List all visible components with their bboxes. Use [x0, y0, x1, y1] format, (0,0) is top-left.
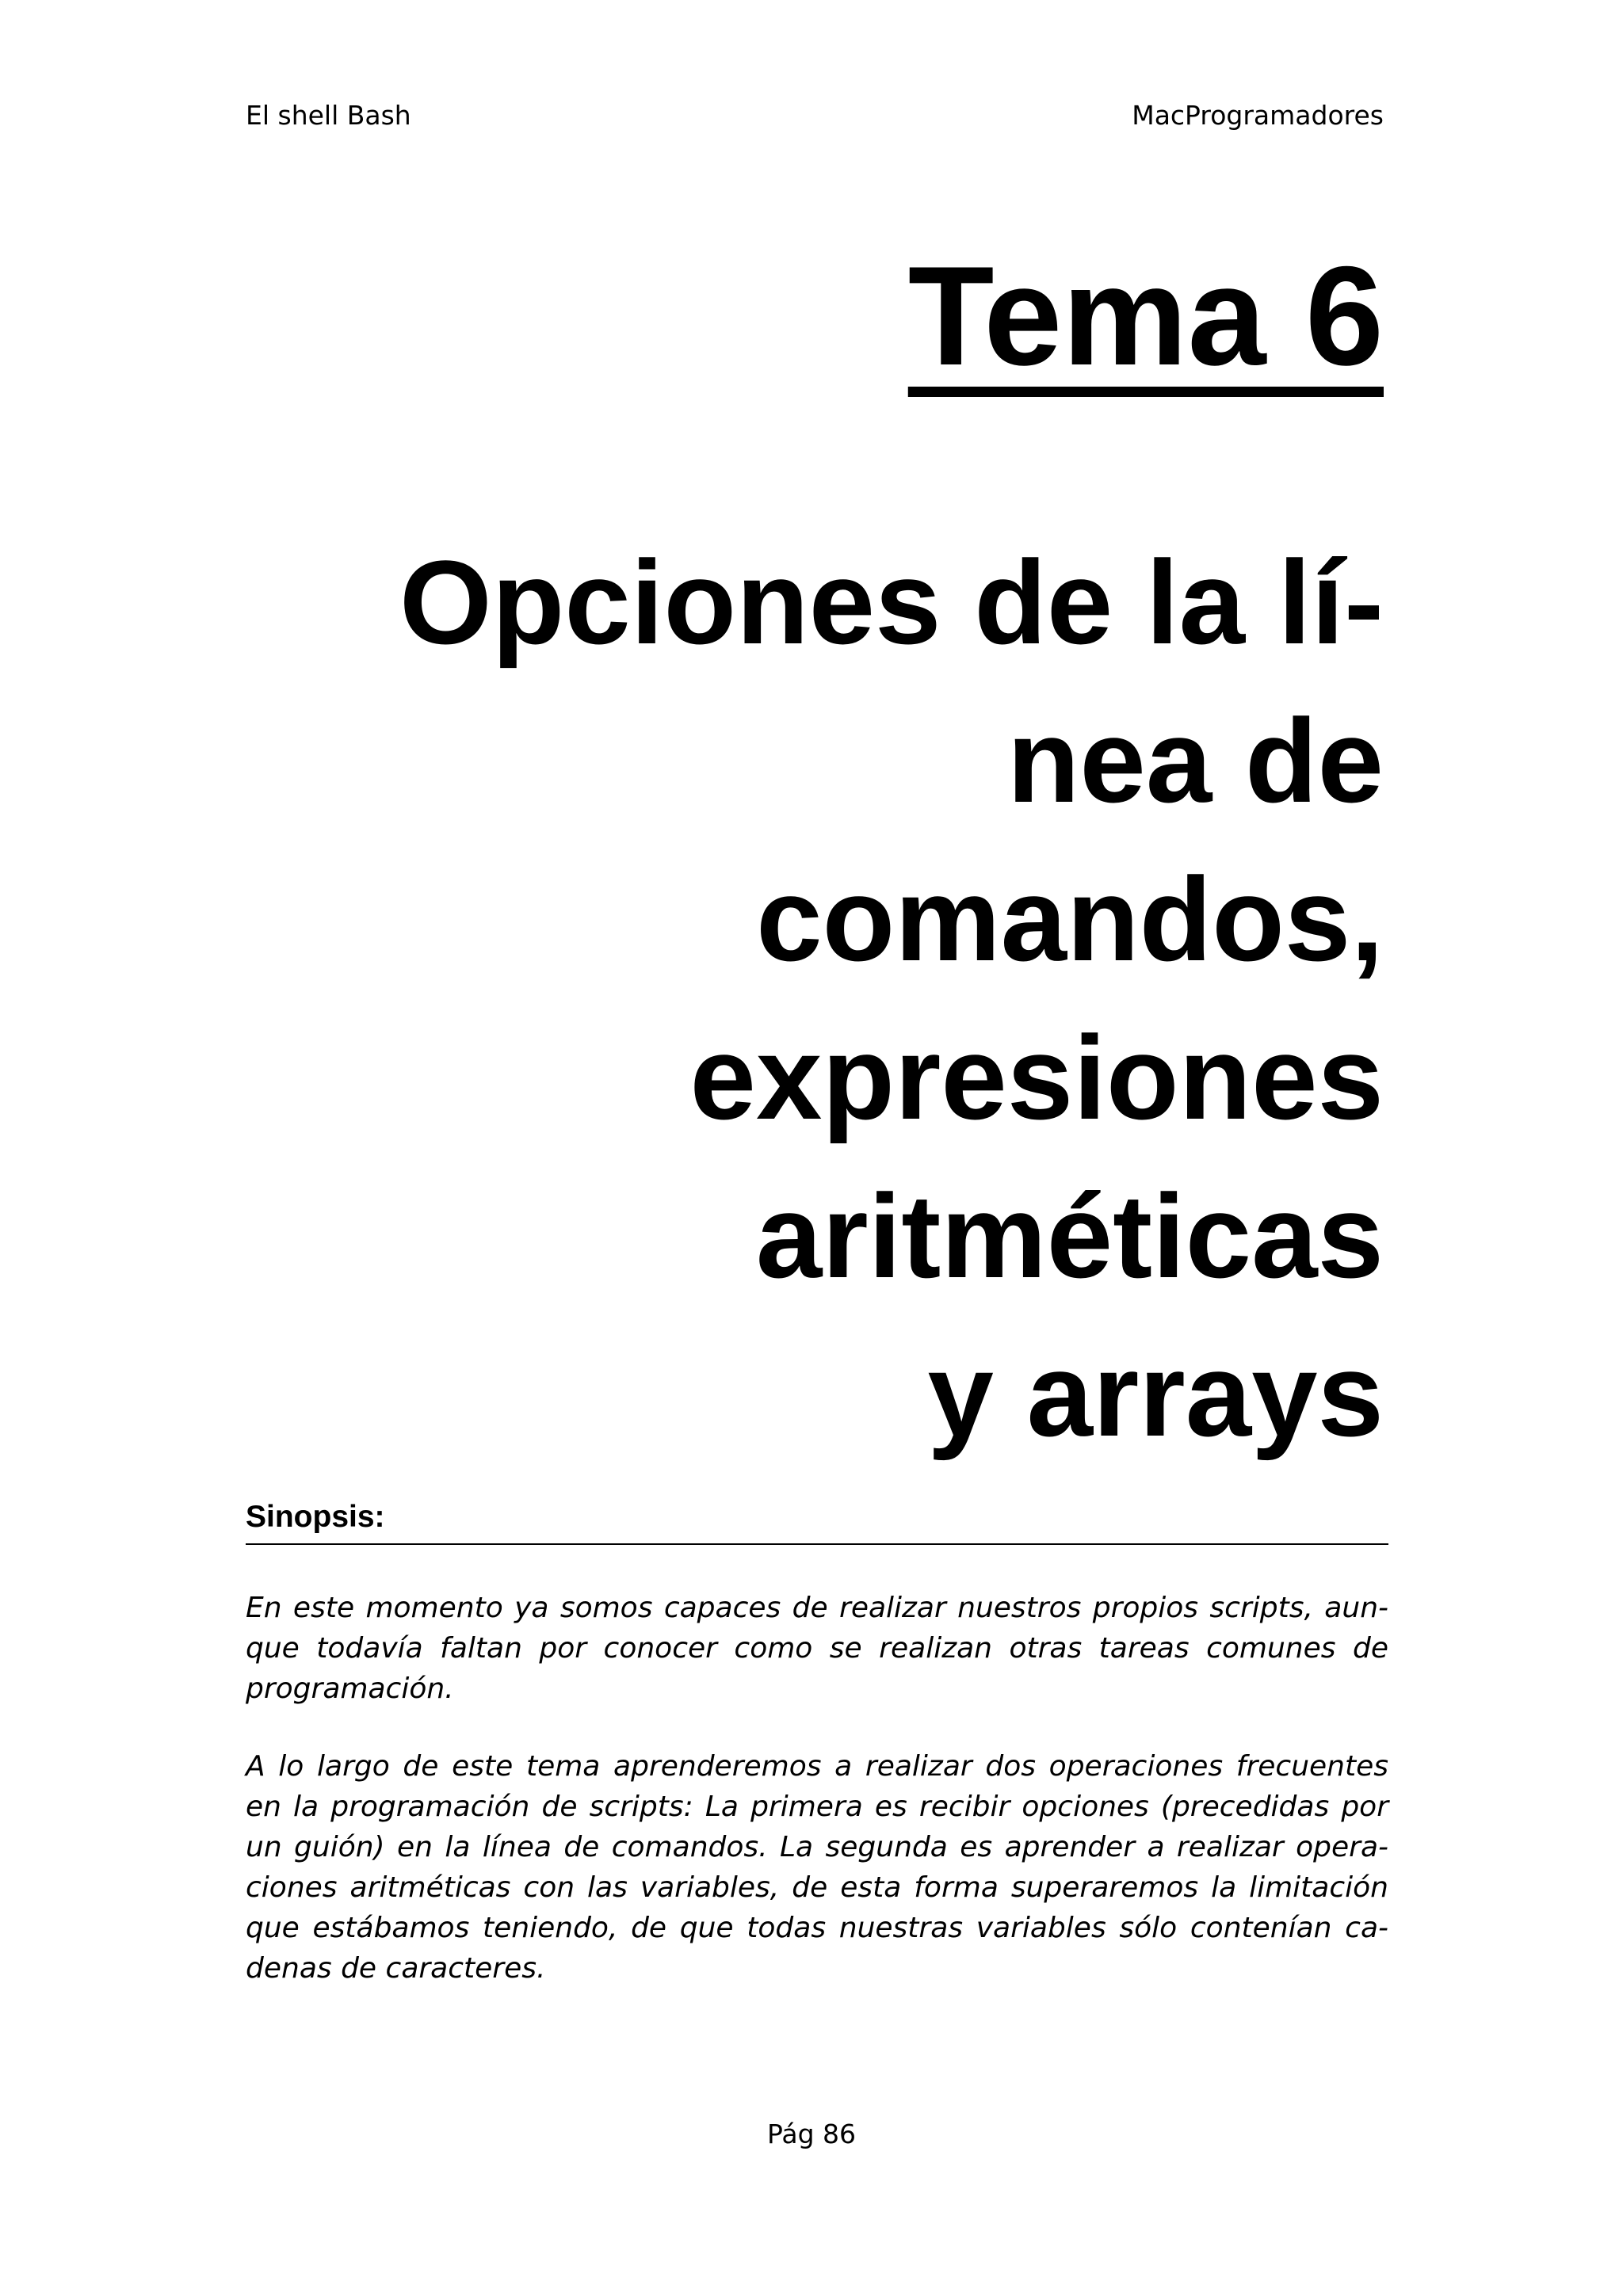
chapter-title-line: aritméticas: [755, 1169, 1384, 1302]
chapter-title-line: comandos,: [756, 852, 1384, 986]
synopsis-heading: Sinopsis:: [246, 1500, 385, 1534]
chapter-label: Tema 6: [907, 237, 1384, 395]
chapter-title-line: y arrays: [927, 1328, 1384, 1461]
running-header-left: El shell Bash: [246, 100, 411, 131]
synopsis-divider: [246, 1543, 1388, 1545]
synopsis-line: En este momento ya somos capaces de realizar nuestros propios scripts, aun-: [246, 1592, 1388, 1624]
page-number: Pág 86: [766, 2119, 857, 2149]
chapter-title-line: Opciones de la lí-: [399, 536, 1384, 669]
synopsis-line: programación.: [246, 1672, 454, 1705]
synopsis-line: ciones aritméticas con las variables, de esta forma superaremos la limitación: [246, 1871, 1388, 1904]
chapter-title-line: nea de: [1006, 694, 1384, 827]
synopsis-line: en la programación de scripts: La primera es recibir opciones (precedidas por: [246, 1791, 1388, 1823]
synopsis-paragraph: [246, 1746, 1388, 1989]
synopsis-line: que estábamos teniendo, de que todas nuestras variables sólo contenían ca-: [246, 1912, 1388, 1944]
chapter-title: [195, 523, 1384, 1474]
synopsis-line: un guión) en la línea de comandos. La segunda es aprender a realizar opera-: [246, 1831, 1388, 1863]
synopsis-line: denas de caracteres.: [246, 1952, 546, 1985]
synopsis-line: que todavía faltan por conocer como se realizan otras tareas comunes de: [246, 1632, 1388, 1665]
chapter-title-line: expresiones: [689, 1011, 1384, 1144]
synopsis-paragraph: [246, 1588, 1388, 1709]
synopsis-line: A lo largo de este tema aprenderemos a realizar dos operaciones frecuentes: [246, 1750, 1388, 1783]
running-header-right: MacProgramadores: [1132, 100, 1384, 131]
